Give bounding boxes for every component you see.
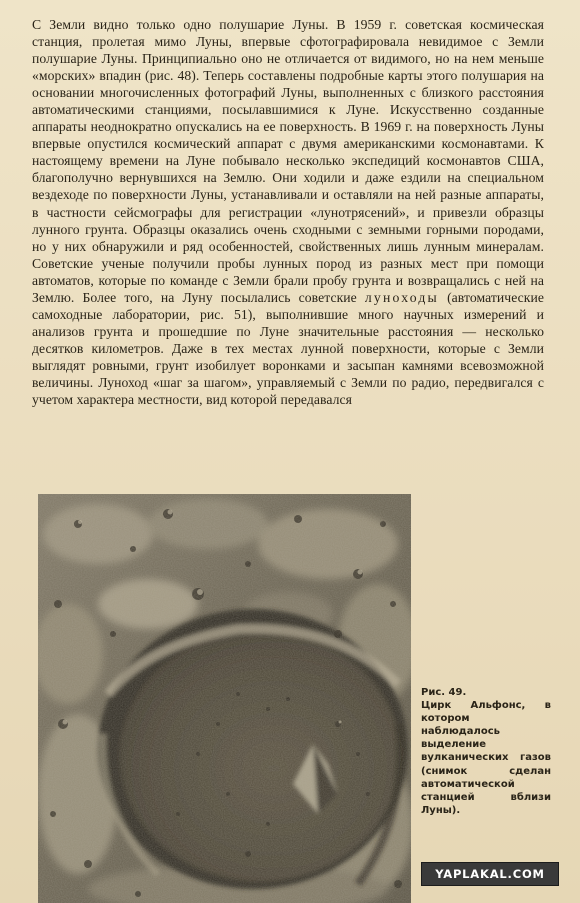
figure-description: Цирк Альфонс, в котором наблюдалось выделение вулканических газов (снимок сделан автоматической станцией вблизи Луны).: [421, 700, 551, 816]
figure-caption: [421, 686, 551, 817]
body-text-emphasis: луноходы: [364, 289, 439, 305]
body-paragraph: [32, 16, 544, 408]
body-text-main: С Земли видно только одно полушарие Луны. В 1959 г. советская космическая станция, пролетая мимо Луны, впервые сфотографировала невидимое с Земли полушарие Луны. Принципиально оно не отличается от видимого, но на нем меньше «морских» впадин (рис. 48). Теперь составлены подробные карты этого полушария на основании многочисленных фотографий Луны, выполненных с близкого расстояния автоматическими станциями, посылавшимися к Луне. Искусственно созданные аппараты неоднократно опускались на ее поверхность. В 1969 г. на поверхность Луны впервые опустился космический аппарат с двумя американскими космонавтами. К настоящему времени на Луне побывало несколько экспедиций космонавтов США, благополучно вернувшихся на Землю. Они ходили и даже ездили на специальном вездеходе по поверхности Луны, устанавливали и оставляли на ней разные аппараты, в частности сейсмографы для регистрации «лунотрясений», и привезли образцы лунного грунта. Образцы оказались очень сходными с земными горными породами, но у них обнаружили и ряд особенностей, свойственных лишь лунным минералам. Советские ученые получили пробы лунных пород из разных мест при помощи автоматов, которые по команде с Земли брали пробу грунта и возвращались с ней на Землю. Более того, на Луну посылались советские: [32, 17, 544, 305]
crater-photo: [38, 494, 411, 903]
watermark-logo: YAPLAKAL.COM: [421, 862, 559, 886]
figure-number: Рис. 49.: [421, 687, 467, 698]
body-text-end: (автоматические самоходные лаборатории, рис. 51), выполнившие много научных измерений и анализов грунта и прошедшие по Луне значительные расстояния — несколько десятков километров. Даже в тех местах лунной поверхности, которые с Земли выглядят ровными, грунт изобилует воронками и засыпан камнями всевозможной величины. Луноход «шаг за шагом», управляемый с Земли по радио, передвигался с учетом характера местности, вид которой передавался: [32, 289, 544, 408]
